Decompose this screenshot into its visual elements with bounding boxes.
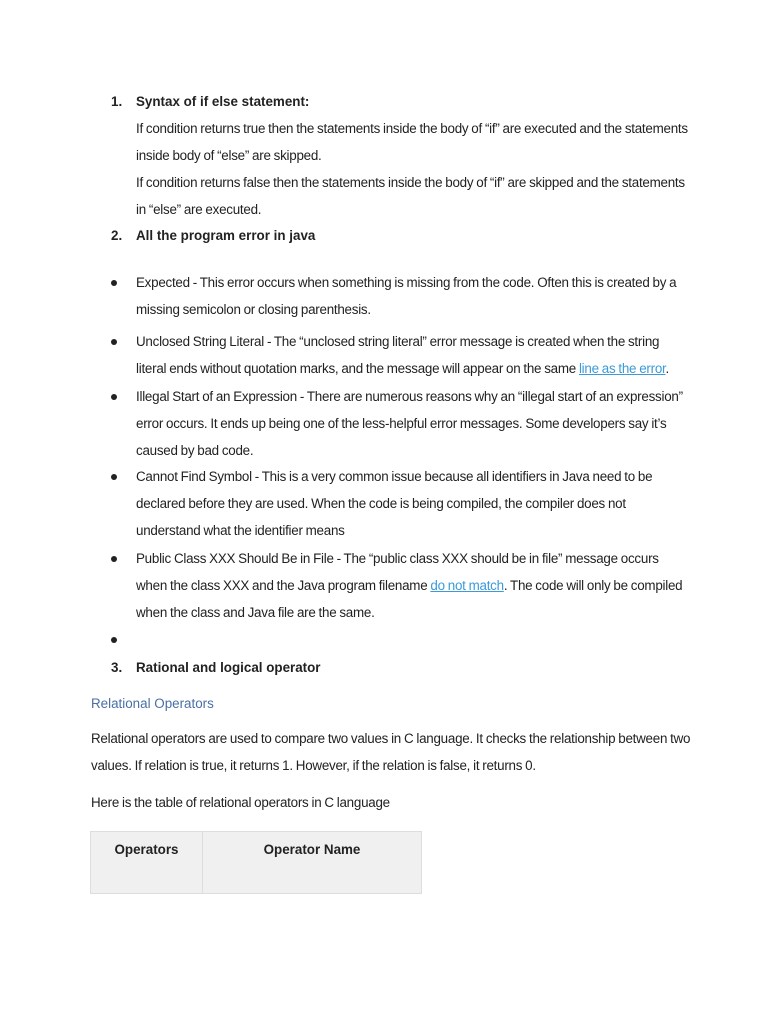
paragraph-if-false: If condition returns false then the statements inside the body of “if” are skipped and the statements in “else” are executed. xyxy=(136,175,685,217)
list-number: 2. xyxy=(111,228,123,243)
bullet-text: Expected - This error occurs when something is missing from the code. Often this is created by a missing semicolon or closing parenthesis. xyxy=(136,275,677,317)
bullet-text-after: . The code will only be compiled when the class and Java file are the same. xyxy=(136,578,683,620)
relational-operators-heading: Relational Operators xyxy=(91,696,214,711)
bullet-text: Illegal Start of an Expression - There are numerous reasons why an “illegal start of an expression” error occurs. It ends up being one of the less-helpful error messages. Some developers say it’s caused by bad code. xyxy=(136,389,683,458)
list-number: 1. xyxy=(111,94,123,109)
bullet-text-before: Public Class XXX Should Be in File - The “public class XXX should be in file” message occurs when the class XXX and the Java program filename xyxy=(136,551,659,593)
bullet-text-after: . xyxy=(665,361,669,376)
bullet-dot xyxy=(111,280,117,286)
bullet-text xyxy=(136,545,691,626)
list-number: 3. xyxy=(111,660,123,675)
table-header-operators: Operators xyxy=(91,832,203,893)
section-title: All the program error in java xyxy=(136,228,316,243)
line-as-error-link[interactable]: line as the error xyxy=(578,361,666,376)
do-not-match-link[interactable]: do not match xyxy=(430,578,504,593)
bullet-dot xyxy=(111,556,117,562)
bullet-text-before: Unclosed String Literal - The “unclosed string literal” error message is created when the string literal ends without quotation marks, and the message will appear on the same xyxy=(136,334,660,376)
relational-operators-table xyxy=(90,831,422,894)
relational-table-intro: Here is the table of relational operators in C language xyxy=(91,795,390,810)
bullet-dot xyxy=(111,339,117,345)
bullet-dot xyxy=(111,394,117,400)
bullet-dot xyxy=(111,474,117,480)
bullet-text xyxy=(136,328,691,382)
relational-description: Relational operators are used to compare two values in C language. It checks the relationship between two values. If relation is true, it returns 1. However, if the relation is false, it returns 0. xyxy=(91,731,691,773)
paragraph-if-true: If condition returns true then the statements inside the body of “if” are executed and the statements inside body of “else” are skipped. xyxy=(136,121,688,163)
bullet-text: Cannot Find Symbol - This is a very common issue because all identifiers in Java need to be declared before they are used. When the code is being compiled, the compiler does not understand what the identifier means xyxy=(136,469,653,538)
bullet-dot xyxy=(111,637,117,643)
section-title: Rational and logical operator xyxy=(136,660,321,675)
section-title: Syntax of if else statement: xyxy=(136,94,310,109)
table-header-operator-name: Operator Name xyxy=(263,842,361,857)
